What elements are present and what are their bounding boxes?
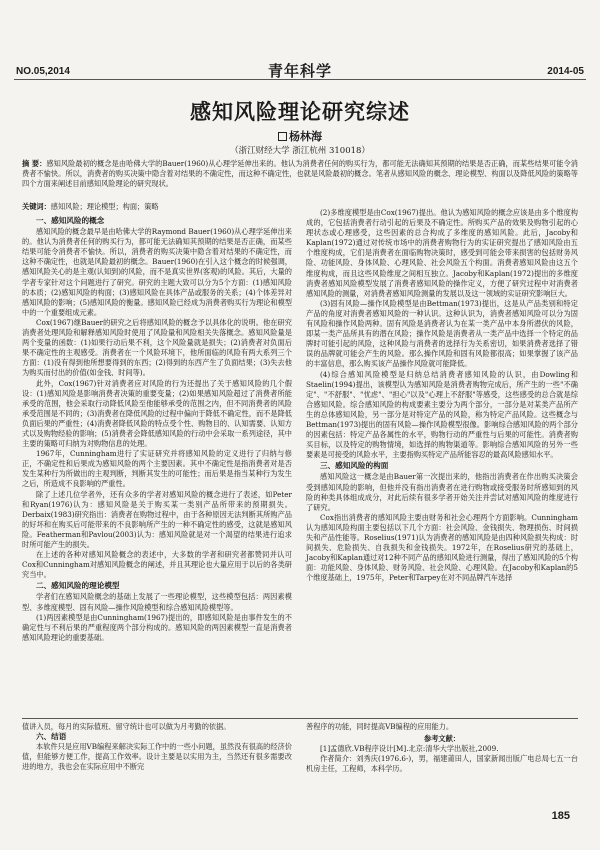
section-divider xyxy=(22,718,578,719)
abstract-label: 摘 要： xyxy=(22,159,47,168)
paragraph: 此外，Cox(1967)针对消费者应对风险的行为还提出了关于感知风险的几个假设：(1)感知风险是影响消费者决策的重要变量；(2)如果感知风险超过了消费者所能承受的范围，他会采取行动降低风险至他能够承受的范围之内，但不同消费者的风险承受范围是不同的；(3)消费者在降低风险的过程中偏向于降低不确定性，而不是降低负面后果的严重性；(4)消费者降低风险的特点受个性、购物目的、认知需要、认知方式以及购物经验的影响；(5)消费者会降低感知风险的行动中会采取一系列途径，其中主要的策略可归纳为对购物信息的处理。 xyxy=(22,378,292,449)
body-column-left xyxy=(22,215,292,643)
article-title: 感知风险理论研究综述 xyxy=(190,100,410,124)
paragraph: 感知风险这一概念是由Bauer第一次提出来的，他指出消费者在作出购买决策会受到感知风险的影响，但他并没有指出消费者在进行购物或接受服务时所感知到的风险的种类具体组成成分，对此后续有很多学者开始关注并尝试对感知风险的维度进行了研究。 xyxy=(306,472,578,512)
page-number: 185 xyxy=(551,810,570,822)
paragraph: 1967年，Cunningham进行了实证研究并将感知风险的定义进行了归纳与修正，不确定性和后果成为感知风险的两个主要因素。其中不确定性是指消费者对是否发生某种行为所做出的主观判断，判断其发生的可能性；而后果是指当某种行为发生之后，所造成不良影响的严重性。 xyxy=(22,449,292,489)
prior-article-column-left xyxy=(22,722,292,772)
paragraph: 善程序的功能，同时提高VB编程的应用能力。 xyxy=(306,722,454,731)
references-heading: 参考文献： xyxy=(424,734,460,744)
running-header xyxy=(14,58,586,80)
paragraph: 值讲入员，每月的实际值班、留守统计也可以做为月考勤的依据。 xyxy=(22,722,231,731)
paragraph: (4)综合感知风险模型是归纳总结消费者感知风险的认识，由Dowling和Staelin(1994)提出，该模型认为感知风险是消费者购物完成后，所产生的一些"不确定"、"不舒服"、"忧虑"、"担心"以及"心理上不舒服"等感受，这些感受的总合就是综合感知风险。综合感知风险的构成要素主要分为两个部分，一部分是对某类产品所产生的总体感知风险，另一部分是对特定产品的风险，称为特定产品风险。这些概念与Bettman(1973)提出的固有风险—操作风险模型很像。影响综合感知风险的两个部分的因素包括：特定产品各属性的水平，购物行动的严重性与后果的可能性。消费者购买目标，以及特定的购物情境，如选择的购物渠道等。影响综合感知风险的另外一些要素是可接受的风险水平，主要指购买特定产品所能容忍的最高风险感知水平。 xyxy=(306,369,578,460)
author-name: 杨林海 xyxy=(289,130,322,143)
affiliation: （浙江财经大学 浙江杭州 310018） xyxy=(230,146,370,156)
abstract-text: 感知风险最初的概念是由哈佛大学的Bauer(1960)从心理学延伸出来的。他认为消费者任何的购买行为，都可能无法确知其预期的结果是否正确，而某些结果可能令消费者不愉快。所以，消费者的购买决策中隐含着对结果的不确定性，而这种不确定性，也就是风险最初的概念。笔者从感知风险的概念、理论模型、构面以及降低风险的策略等四个方面来阐述目前感知风险理论的研究现状。 xyxy=(22,159,578,188)
keywords-text: 感知风险；理论模型；构面；策略 xyxy=(50,202,159,211)
paragraph: Cox指出消费者的感知风险主要由财务和社会心理两个方面影响。Cunningham认为感知风险构面主要包括以下几个方面：社会风险、金钱损失、物理损伤、时间损失和产品性能等。Roselius(1971)认为消费者的感知风险是由四种风险损失构成：时间损失、危险损失、自我损失和金钱损失。1972年，在Roselius研究的基础上，Jacoby和Kaplan通过对12种不同产品的感知风险进行测量，得出了感知风险的5个构面：功能风险、身体风险、财务风险、社会风险、心理风险。在Jacoby和Kaplan的5个维度基础上，1975年，Peter和Tarpey在对不同品牌汽车选择 xyxy=(306,512,578,583)
issue-date: 2014-05 xyxy=(547,66,584,77)
paragraph: (3)固有风险—操作风险模型是由Bettman(1973)提出，这是从产品类别和特定产品的角度对消费者感知风险的一种认识。这种认识为，消费者感知风险可以分为固有风险和操作风险两种。固有风险是消费者认为在某一类产品中本身所潜伏的风险，即某一类产品所具有的潜在风险；操作风险是消费者从一类产品中选择一个特定的品牌时可能引起的风险，这种风险与消费者的选择行为关系密切，如果消费者选择了错误的品牌就可能会产生的风险。那么操作风险和固有风险都很高；如果掌握了该产品的丰富信息，那么购买该产品操作风险就可能降低。 xyxy=(306,298,578,369)
issue-number: NO.05,2014 xyxy=(16,66,70,77)
paragraph: 作者简介：刘秀庆(1976.6-)，男，福建莆田人，国家新闻出版广电总局七五一台机房主任，工程师，本科学历。 xyxy=(306,754,578,774)
paragraph: 除了上述几位学者外，还有众多的学者对感知风险的概念进行了表述，如Peter和Ryan(1976)认为：感知风险是关于购买某一类别产品所带来的预期损失。Derbaix(1983)研究指出：消费者在购物过程中，由于各种原因无法判断其所购产品的好坏和在购买后可能带来的不良影响所产生的一种不确定性的感受，这就是感知风险。Featherman和Pavlou(2003)认为：感知风险就是对一个渴望的结果进行追求时所可能产生的损失。 xyxy=(22,489,292,549)
section-heading: 一、感知风险的概念 xyxy=(36,216,105,225)
journal-name: 青年科学 xyxy=(267,63,332,80)
keywords-label: 关键词： xyxy=(22,202,51,211)
paragraph: Cox(1967)继Bauer的研究之后将感知风险的概念予以具体化的说明。他在研究消费者处理风险和解释感知风险时使用了风险量和风险相关失落概念。感知风险量是两个变量的函数：(1)如果行动后果不利，这个风险量就是损失；(2)消费者对负面后果不确定性的主观感受。消费者在一个风险环境下，他所面临的风险有两大系列三个方面：(1)没有得到他所想要得到的东西；(2)得到的东西产生了负面结果；(3)失去他为购买而付出的价值(如金钱、时间等)。 xyxy=(22,317,292,378)
paragraph: (1)两因素模型是由Cunningham(1967)提出的，即感知风险是由事件发生的不确定性与不利后果的严重程度两个部分构成的。感知风险的两因素模型一直是消费者感知风险理论的重要基础。 xyxy=(22,612,292,642)
paragraph: 在上述的各种对感知风险概念的表述中，大多数的学者和研究者都赞同并认可Cox和Cunningham对感知风险概念的阐述，并且其理论也大量应用于以后的各类研究当中。 xyxy=(22,550,292,580)
author-line xyxy=(0,128,600,144)
paragraph: 感知风险的概念最早是由哈佛大学的Raymond Bauer(1960)从心理学延伸出来的。他认为消费者任何的购买行为，都可能无法确知其预期的结果是否正确，而某些结果可能令消费者不愉快。所以，消费者的购买决策中隐含着对结果的不确定性，而这种不确定性，也就是风险最初的概念。Bauer(1960)在引入这个概念的时候强调，感知风险关心的是主观(认知到)的风险，而不是真实世界(客观)的风险。其后，大量的学者专家针对这个问题进行了研究。研究的主题大致可以分为5个方面：(1)感知风险的本质；(2)感知风险的构面；(3)感知风险在具体产品或服务的关系；(4)个体差异对感知风险的影响；(5)感知风险的衡量。感知风险已经成为消费者购买行为理论和模型中的一个重要组成元素。 xyxy=(22,227,292,317)
paragraph: 学者们在感知风险概念的基础上发展了一些理论模型，这些模型包括：两因素模型、多维度模型、固有风险—操作风险模型和综合感知风险模型等。 xyxy=(22,592,292,612)
prior-article-column-right xyxy=(306,722,578,774)
paragraph: (2)多维度模型是由Cox(1967)提出。他认为感知风险的概念应该是由多个维度构成的，它包括消费者行动引起的后果及不确定性。所购买产品的效果及购物引起的心理状态或心理感受，这些因素的总合构成了多维度的感知风险。此后，Jacoby和Kaplan(1972)通过对传统市场中的消费者购物行为的实证研究提出了感知风险由五个维度构成，它们是消费者在面临购物决策时，感受到可能会带来损害的包括财务风险、功能风险、身体风险、心理风险、社会风险五个构面。消费者感知风险由这五个维度构成，而且这些风险维度之间相互独立。Jacoby和Kaplan(1972)提出的多维度消费者感知风险模型发展了消费者感知风险的操作定义，方便了研究过程中对消费者感知风险的测量，对消费者感知风险测量的发展以及这一领域的实证研究影响巨大。 xyxy=(306,208,578,298)
paragraph: 本软件只是应用VB编程来解决实际工作中的一些小问题，虽然没有很高的经济价值，但能够方便工作，提高工作效率。设计主要是以实用为主，当然还有很多需要改进的地方，我也会在实际应用中不断完 xyxy=(22,742,292,772)
paragraph: [1]孟德欣.VB程序设计[M].北京:清华大学出版社,2009. xyxy=(320,744,499,754)
author-box-icon xyxy=(278,132,287,141)
section-heading: 六、结语 xyxy=(36,732,67,742)
section-heading: 二、感知风险的理论模型 xyxy=(36,581,120,591)
body-column-right xyxy=(306,208,578,583)
abstract xyxy=(22,159,578,189)
section-heading: 三、感知风险的构面 xyxy=(320,461,389,471)
